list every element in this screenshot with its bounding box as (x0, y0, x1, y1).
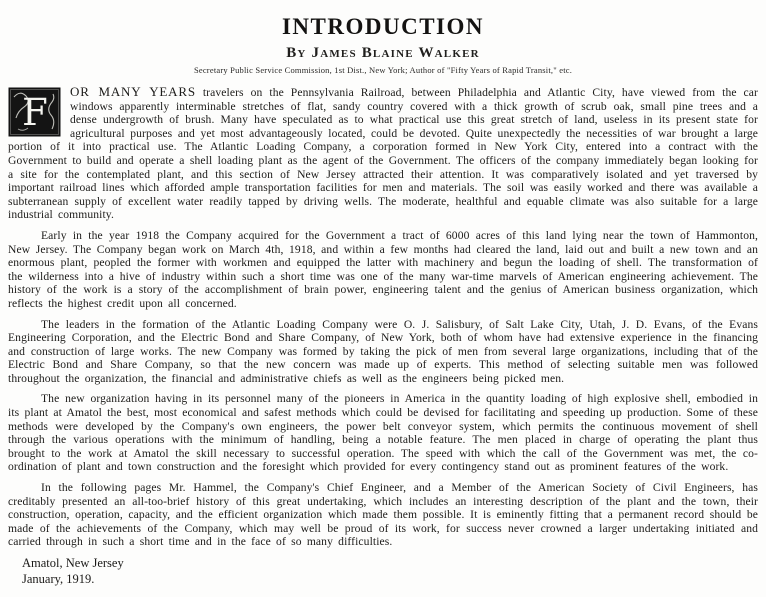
byline: By James Blaine Walker (286, 45, 480, 61)
paragraph-1 (8, 85, 758, 222)
signoff-block (8, 556, 758, 587)
body-text (8, 85, 758, 549)
paragraph-2: Early in the year 1918 the Company acquired for the Government a tract of 6000 acres of this land lying near the town of Hammonton, New Jersey. The Company began work on March 4th, 1918, and within a few months had cleared the land, laid out and built a new town and an enormous plant, peopled the former with workmen and equipped the latter with machinery and begun the loading of shell. The transformation of the wilderness into a hive of industry within such a short time was one of the many war-time marvels of American engineering achievement. The history of the work is a story of the accomplishment of brain power, engineering talent and the genius of American business organization, which reflects the highest credit upon all concerned. (8, 228, 758, 310)
signoff-date: January, 1919. (22, 571, 95, 586)
paragraph-5: In the following pages Mr. Hammel, the Company's Chief Engineer, and a Member of the American Society of Civil Engineers, has creditably presented an all-too-brief history of this great undertaking, which includes an interesting description of the plant and the town, their construction, operation, capacity, and the efficient organization which made them possible. It is eminently fitting that a permanent record should be made of the achievements of the Company, which may well be proud of its work, for success never crowned a larger undertaking initiated and carried through in such a short time and in the face of so many difficulties. (8, 481, 758, 549)
drop-cap-letter: F (22, 91, 48, 134)
paragraph-lead: OR MANY YEARS (70, 84, 196, 99)
paragraph-text: travelers on the Pennsylvania Railroad, between Philadelphia and Atlantic City, have viewed from the car windows apparently interminable stretches of flat, sandy country covered with a thick growth of scrub oak, small pine trees and a dense undergrowth of brush. Many have speculated as to what practical use this great stretch of land, useless in its present state for agricultural purposes and yet most advantageously located, could be devoted. Quite unexpectedly the necessities of war brought a large portion of it into practical use. The Atlantic Loading Company, a corporation formed in New York City, entered into a contract with the Government to build and operate a shell loading plant as the agent of the Government. The officers of the company immediately began looking for a site for the contemplated plant, and this section of New Jersey attracted their attention. It was comparatively isolated and yet traversed by important railroad lines which afforded ample transportation facilities for men and materials. The soil was easily worked and there was available a subterranean supply of excellent water readily tapped by driving wells. The moderate, healthful and equable climate was also suitable for a large industrial community. (8, 86, 759, 222)
paragraph-3: The leaders in the formation of the Atlantic Loading Company were O. J. Salisbury, of Salt Lake City, Utah, J. D. Evans, of the Evans Engineering Corporation, and the Electric Bond and Share Company, of New York, both of whom have had extensive experience in the financing and construction of large works. The new Company was formed by taking the pick of men from several large organizations, including that of the Electric Bond and Share Company, so that the new concern was made up of experts. This method of selecting suitable men was followed throughout the organization, the financial and administrative chiefs as well as the engineers being picked men. (8, 317, 758, 385)
paragraph-4: The new organization having in its personnel many of the pioneers in America in the quantity loading of high explosive shell, embodied in its plant at Amatol the best, most economical and safest methods which could be devised for facilitating and speeding up production. Some of these methods were developed by the Company's own engineers, the power belt conveyor system, which permits the continuous movement of shell through the various operations with the minimum of handling, being a notable feature. The men placed in charge of operating the plant thus brought to the work at Amatol the skill necessary to successful operation. The speed with which the call of the Government was met, the co-ordination of plant and town construction and the foresight which provided for every contingency stand out as prominent features of the work. (8, 392, 758, 474)
page-title: INTRODUCTION (281, 14, 485, 39)
author-credit-line: Secretary Public Service Commission, 1st Dist., New York; Author of "Fifty Years of Rapid Transit," etc. (193, 65, 573, 75)
signoff-place: Amatol, New Jersey (22, 556, 124, 570)
drop-cap-ornament (8, 87, 61, 137)
